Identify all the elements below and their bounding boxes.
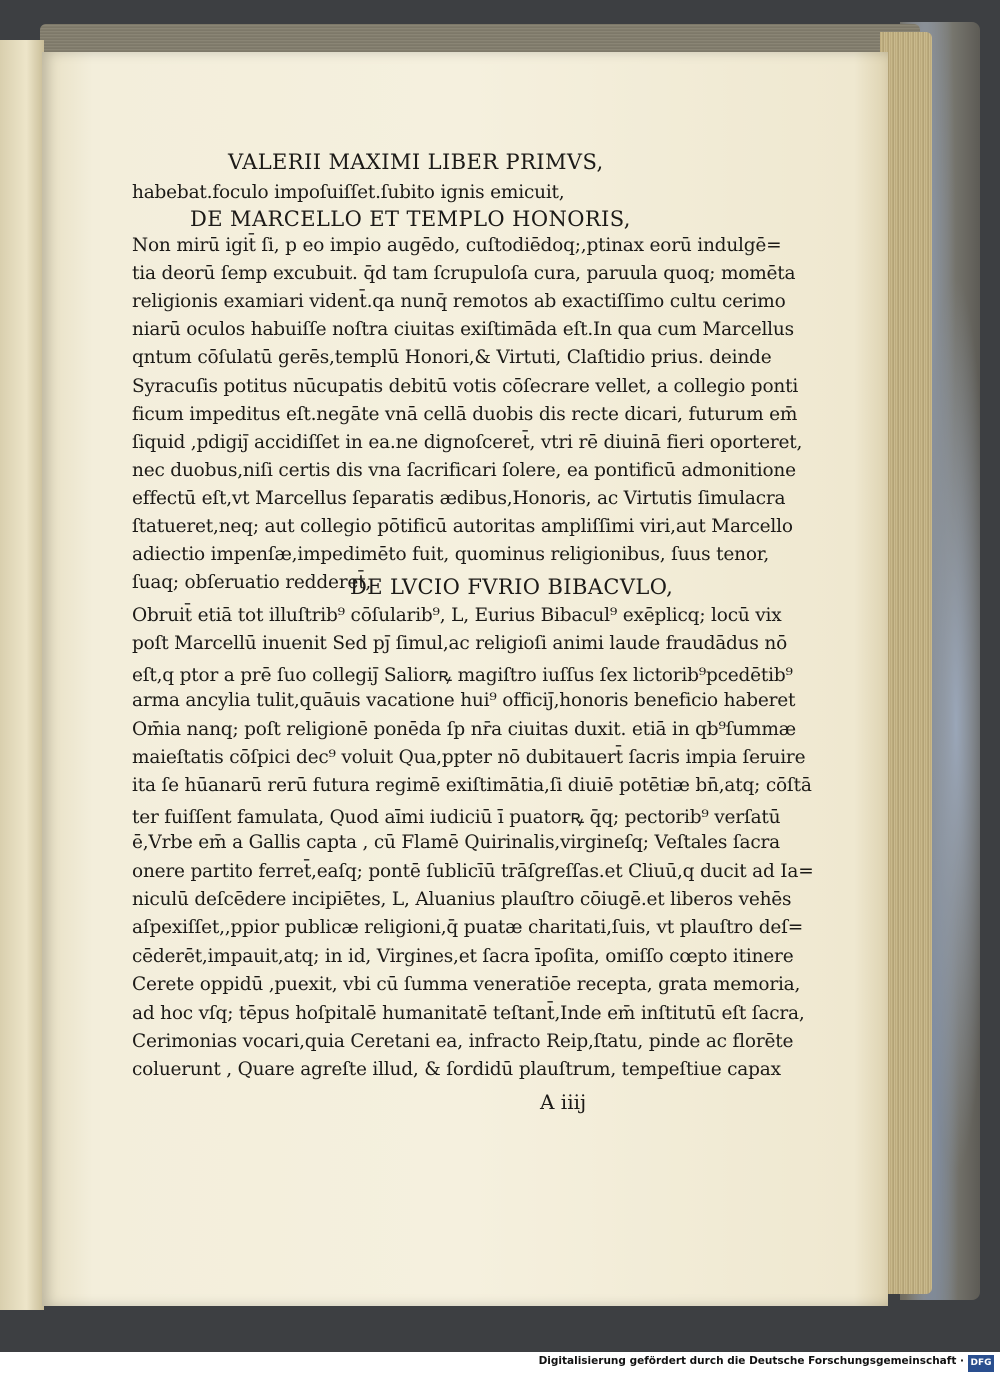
text-line: adiectio impenſæ,impedimēto fuit, quominus religionibus, ſuus tenor, bbox=[132, 544, 770, 566]
text-line-first: habebat.foculo impoſuiſſet.ſubito ignis emicuit, bbox=[132, 182, 565, 203]
text-line: tia deorū ſemp excubuit. q̄d tam ſcrupuloſa cura, paruula quoq; momēta bbox=[132, 263, 796, 285]
text-line: ad hoc vſq; tēpus hoſpitalē humanitatē teſtant̄,Inde em̄ inſtitutū eſt ſacra, bbox=[132, 1002, 805, 1024]
text-line: religionis examiari vident̄.qa nunq̄ remotos ab exactiſſimo cultu cerimo bbox=[132, 291, 786, 313]
dfg-logo: DFG bbox=[968, 1355, 994, 1372]
text-line: ita ſe hūanarū rerū futura regimē exiſtimātia,ſi diuiē potētiæ bn̄,atq; cōſtā bbox=[132, 775, 812, 797]
text-line: maieſtatis cōſpici dec⁹ voluit Qua,ppter nō dubitauert̄ ſacris impia ſeruire bbox=[132, 747, 806, 768]
section-heading-bibaculo: DE LVCIO FVRIO BIBACVLO, bbox=[350, 575, 674, 599]
text-line: niculū deſcēdere incipiētes, L, Aluanius plauſtro cōiugē.et liberos vehēs bbox=[132, 889, 792, 910]
text-line: cēderēt,impauit,atq; in id, Virgines,et ſacra īpoſita, omiſſo cœpto itinere bbox=[132, 945, 794, 967]
text-line: ſiquid ,pdigiȷ̄ accidiſſet in ea.ne dignoſceret̄, vtri rē diuinā fieri oporteret, bbox=[132, 431, 803, 453]
text-line: coluerunt , Quare agreſte illud, & ſordidū plauſtrum, tempeſtiue capax bbox=[132, 1059, 781, 1081]
text-line: Non mirū igit̄ ſi, p eo impio augēdo, cuſtodiēdoq;,ptinax eorū indulgē= bbox=[132, 235, 782, 256]
text-line: eſt,q ptor a prē ſuo collegiȷ̄ Saliorꝶ magiſtro iuſſus ſex lictorib⁹pcedētib⁹ bbox=[132, 664, 793, 686]
verso-page-edge bbox=[0, 40, 44, 1310]
text-line: Cerimonias vocari,quia Ceretani ea, infracto Reip,ſtatu, pinde ac florēte bbox=[132, 1031, 794, 1052]
footer-bar bbox=[0, 1352, 1000, 1376]
footer-credit-text: Digitalisierung gefördert durch die Deutsche Forschungsgemeinschaft · bbox=[538, 1355, 964, 1367]
text-line: aſpexiſſet,,ppior publicæ religioni,q̄ puatæ charitati,ſuis, vt plauſtro deſ= bbox=[132, 917, 804, 939]
text-line: niarū oculos habuiſſe noſtra ciuitas exiſtimāda eſt.In qua cum Marcellus bbox=[132, 319, 794, 341]
text-line: ficum impeditus eſt.negāte vnā cellā duobis dis recte dicari, futurum em̄ bbox=[132, 403, 798, 425]
text-line: ter fuiſſent famulata, Quod aīmi iudiciū ī puatorꝶ q̄q; pectorib⁹ verſatū bbox=[132, 806, 781, 828]
section-heading-marcello: DE MARCELLO ET TEMPLO HONORIS, bbox=[190, 207, 631, 231]
text-line: Cerete oppidū ,puexit, vbi cū ſumma veneratiōe recepta, grata memoria, bbox=[132, 974, 801, 996]
text-line: poſt Marcellū inuenit Sed pȷ̄ ſimul,ac religioſi animi laude fraudādus nō bbox=[132, 633, 788, 655]
text-line: Om̄ia nanq; poſt religionē ponēda ſp nr̄a ciuitas duxit. etiā in qb⁹ſummæ bbox=[132, 718, 796, 740]
text-line: onere partito ferret̄,eaſq; pontē ſublicīū trāſgreſſas.et Cliuū,q ducit ad Ia= bbox=[132, 860, 814, 882]
text-line: qntum cōſulatū gerēs,templū Honori,& Virtuti, Claſtidio prius. deinde bbox=[132, 347, 772, 369]
text-line: nec duobus,niſi certis dis vna ſacrificari ſolere, ea pontificū admonitione bbox=[132, 459, 796, 481]
text-line: Obruit̄ etiā tot illuſtrib⁹ cōſularib⁹, L, Eurius Bibacul⁹ exēplicq; locū vix bbox=[132, 605, 782, 626]
text-line: arma ancylia tulit,quāuis vacatione hui⁹ officiȷ̄,honoris beneficio haberet bbox=[132, 690, 796, 712]
text-line: ē,Vrbe em̄ a Gallis capta , cū Flamē Quirinalis,virgineſq; Veſtales ſacra bbox=[132, 832, 780, 854]
text-line: ſtatueret,neq; aut collegio pōtificū autoritas ampliſſimi viri,aut Marcello bbox=[132, 516, 793, 537]
running-title: VALERII MAXIMI LIBER PRIMVS, bbox=[228, 150, 604, 174]
text-line: Syracuſis potitus nūcupatis debitū votis cōſecrare vellet, a collegio ponti bbox=[132, 375, 799, 397]
signature-mark: A iiij bbox=[540, 1090, 587, 1114]
text-line: ſuaq; obſeruatio redderet̄, bbox=[132, 572, 372, 594]
text-line: effectū eſt,vt Marcellus ſeparatis ædibus,Honoris, ac Virtutis ſimulacra bbox=[132, 487, 786, 509]
